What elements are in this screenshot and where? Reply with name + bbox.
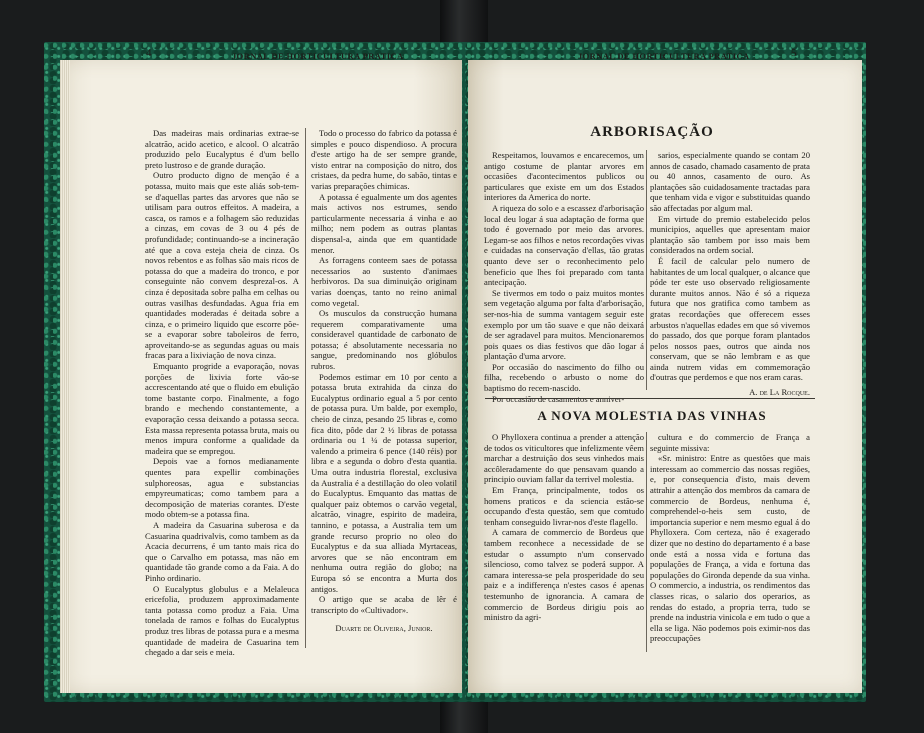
paragraph: A riqueza do solo e a escassez d'arborisação local deu logar á sua adaptação de forma que todo é governado por meio das arvores. Legam-se aos filhos e netos recordações vivas e cuidadas na conservação d'ellas, tão gratas quanto deve ser o reconhecimento pelo beneficio que lhes foi preparado com tanta antecipação. xyxy=(484,202,644,288)
closing-note: O artigo que se acaba de lêr é transcripto do «Cultivador». xyxy=(311,594,457,615)
paragraph: A potassa é egualmente um dos agentes mais activos nos estrumes, sendo particularmente necessaria á vinha e ao milho; nem podem as outras plantas dispensal-a, ainda que em quantidade menor. xyxy=(311,191,457,255)
paragraph: Outro producto digno de menção é a potassa, muito mais que este aliás sob-tem-se d'aquellas partes das arvores que não se utilisam para outros effeitos. A madeira, a casca, os ramos e a folhagem são reduzidas a cinzas, em covas de 3 ou 4 pés de profundidade; continuando-se a incineração até que a cova esteja cheia de cinza. Os novos rebentos e as folhas são mais ricos de potassa do que a madeira do tronco, e por conseguinte não convem desprezal-os. A cinza é depositada sobre palha em celhas ou outras vasilhas desfundadas. Agua fria em quantidades moderadas é deitada sobre a cinza, e o primeiro liquido que escorre põe-se a evaporar sobre taboleiros de ferro, aproveitando-se as segundas aguas ou mais fracas para a lixiviação de nova cinza. xyxy=(145,170,299,361)
paragraph: Os musculos da construcção humana requerem comparativamente uma consideravel quantidade de carbonato de potassa; é absolutamente necessaria no sangue, predominando nos glóbulos rubros. xyxy=(311,308,457,372)
left-page-number: 4 xyxy=(146,47,152,59)
paragraph: Em virtude do premio estabelecido pelos municipios, aquelles que apresentam maior plantação são tambem por isso mais bem considerados na ordem social. xyxy=(650,213,810,256)
paragraph: Emquanto progride a evaporação, novas porções de lixivia forte vão-se accrescentando até que o fluido em ebulição tome bastante corpo. Finalmente, a fogo brando e mechendo constantemente, a evaporação cessa deixando a potassa secca. Esta massa representa potassa bruta, mais ou menos impura conforme a qualidade da madeira que se empregou. xyxy=(145,361,299,456)
left-column-divider xyxy=(305,128,306,648)
left-running-head: JORNAL DE HORTICULTURA PRATICA xyxy=(232,51,404,61)
molestia-column-1 xyxy=(484,432,644,623)
arborisacao-column-2 xyxy=(650,150,811,398)
paragraph: A madeira da Casuarina suberosa e da Casuarina quadrivalvis, como tambem as da Acacia decurrens, é um tanto mais rica do que o Carvalho em potassa, mas não em quantidade tão grande como a da Faia. A do Pinho ordinario. xyxy=(145,519,299,583)
paragraph: O Phylloxera continua a prender a attenção de todos os viticultores que infelizmente vêem marchar a destruição dos seus vinhedos mais accôleradamente do que pensavam quando a principio ouviam fallar da terrivel molestia. xyxy=(484,432,644,485)
section-title-molestia: A NOVA MOLESTIA DAS VINHAS xyxy=(537,408,767,423)
section-separator xyxy=(485,398,815,399)
page-edges xyxy=(60,60,70,693)
paragraph: Por occasião do nascimento do filho ou filha, recebendo o arbusto o nome do baptismo do recem-nascido. xyxy=(484,361,644,394)
section-title-arborisacao: ARBORISAÇÃO xyxy=(590,124,714,140)
paragraph: A camara de commercio de Bordeus que tambem reconhece a necessidade de se estudar o assumpto n'um conservado silencioso, como talvez se poderá suppor. A camara interessa-se pela prosperidade do seu paiz e a indifferença n'estes casos é apenas testemunho de ignorancia. A camara de commercio de Bordeus dirigiu pois ao ministro da agri- xyxy=(484,527,644,623)
right-page-number: 5 xyxy=(791,47,797,59)
paragraph: As forragens conteem saes de potassa necessarios ao sustento d'animaes herbivoros. Da sua diminuição originam varias doenças, tanto no reino animal como vegetal. xyxy=(311,255,457,308)
arborisacao-column-1 xyxy=(484,150,644,392)
paragraph: Se tivermos em todo o paiz muitos montes sem vegetação alguma por falta d'arborisação, ser-nos-hia de summa vantagem seguir este exemplo por um tão suave e que não deixará de ser agradavel para muitos. Mencionaremos pois quaes os dias festivos que dão logar á plantação d'uma arvore. xyxy=(484,287,644,362)
paragraph: Podemos estimar em 10 por cento a potassa bruta extrahida da cinza do Eucalyptus ordinario egual a 5 por cento de potassa pura. Um balde, por exemplo, cheio de cinza, pesando 25 libras e, como fica dito, pôde dar 2 ½ libras de potassa ordinaria ou 1 ¼ de potassa superior, valendo a primeira 6 pence (140 réis) por libra e a segunda o dobro d'esta quantia. Uma outra industria florestal, exclusiva da Australia é a destillação do oleo volatil do Eucalyptus. Emquanto das mattas de qualquer paiz obtemos o carvão vegetal, alcatrão, vinagre, espirito de madeira, tannino, e potassa, a Australia tem um grande recurso proprio no oleo do Eucalyptus e da sua alliada Myrtaceas, arvores que se não encontram em nenhuma outra região do globo; na Europa só se encontra a Murta dos antigos. xyxy=(311,371,457,594)
paragraph: Todo o processo do fabrico da potassa é simples e pouco dispendioso. A procura d'este artigo ha de ser sempre grande, visto entrar na composição do nitro, dos cristaes, da pedra hume, do sabão, tintas e varias preparações chimicas. xyxy=(311,128,457,191)
arborisacao-signature: A. de La Rocque. xyxy=(749,387,810,398)
paragraph: O Eucalyptus globulus e a Melaleuca ericefolia, produzem approximadamente tanta potassa como produz a Faia. Uma tonelada de ramos e folhas do Eucalyptus produz tres libras de potassa pura e a mesma quantidade de madeira de Casuarina tem chegado a dar seis e meia. xyxy=(145,583,299,658)
paragraph: cultura e do commercio de França a seguinte missiva: xyxy=(650,432,810,453)
paragraph: «Sr. ministro: Entre as questões que mais interessam ao commercio das nossas regiões, e, por consequencia d'isto, mais devem attrahir a attenção dos membros da camara de commercio de Bordeus, nenhuma é, comprehendel-o-heis sem custo, de importancia superior e nem mesmo egual á do Phylloxera. Com certeza, não é exagerado dizer que no destino do departamento é a base onde está a nossa vida e fortuna das populações de França, a vida e fortuna das populações do Gironda depende da sua vinha. O commercio, a industria, os rendimentos das classes ricas, o salario dos operarios, as rendas do estado, a propria terra, tudo se prende na industria vinicola e em tudo o que a ella se liga. Não podemos pois eximir-nos das preoccupações xyxy=(650,453,810,644)
paragraph: É facil de calcular pelo numero de habitantes de um local qualquer, o alcance que póde ter este uso observado religiosamente durante muitos annos. Não é só a riqueza futura que nos gratifica como tambem as gratas recordações que offerecem esses arbustos n'aquellas edades em que só vivemos do passado, dos que porque foram plantados pelos nossos paes, outros que ainda nos conservam, que se não lembram e as que ainda nutrem vidas em commemoração d'outras que perdemos e que nos eram caras. xyxy=(650,255,811,383)
paragraph: Respeitamos, louvamos e encarecemos, um antigo costume de plantar arvores em occasiões d'acontecimentos publicos ou particulares que existe em um dos Estados interiores da America do norte. xyxy=(484,150,644,203)
paragraph: Das madeiras mais ordinarias extrae-se alcatrão, acido acetico, e alcool. O alcatrão produzido pelo Eucalyptus é d'um bello preto lustroso e de grande duração. xyxy=(145,128,299,170)
left-column-1 xyxy=(145,128,299,658)
paragraph: sarios, especialmente quando se contam 20 annos de casado, chamado casamento de prata ou 40 annos, casamento de ouro. As plantações são cuidadosamente tractadas para que tenham vida e vigor e substituidas quando são affectadas por algum mal. xyxy=(650,150,810,213)
paragraph: Depois vae a fornos medianamente quentes para expellir combinações sulphoreosas, agua e substancias empyreumaticas; como tambem para a decomposição de materias corantes. D'este modo obtem-se a potassa fina. xyxy=(145,456,299,520)
arborisacao-column-divider xyxy=(646,150,647,390)
paragraph: Em França, principalmente, todos os homens praticos e da sciencia estão-se occupando d'esta questão, sem que comtudo tenham conseguido livrar-nos d'este flagello. xyxy=(484,484,644,527)
right-running-head: JORNAL DE HORTICULTURA PRATICA xyxy=(578,51,750,61)
molestia-column-2 xyxy=(650,432,810,644)
left-column-2 xyxy=(311,128,457,634)
article-signature: Duarte de Oliveira, Junior. xyxy=(335,623,433,634)
molestia-column-divider xyxy=(646,432,647,652)
